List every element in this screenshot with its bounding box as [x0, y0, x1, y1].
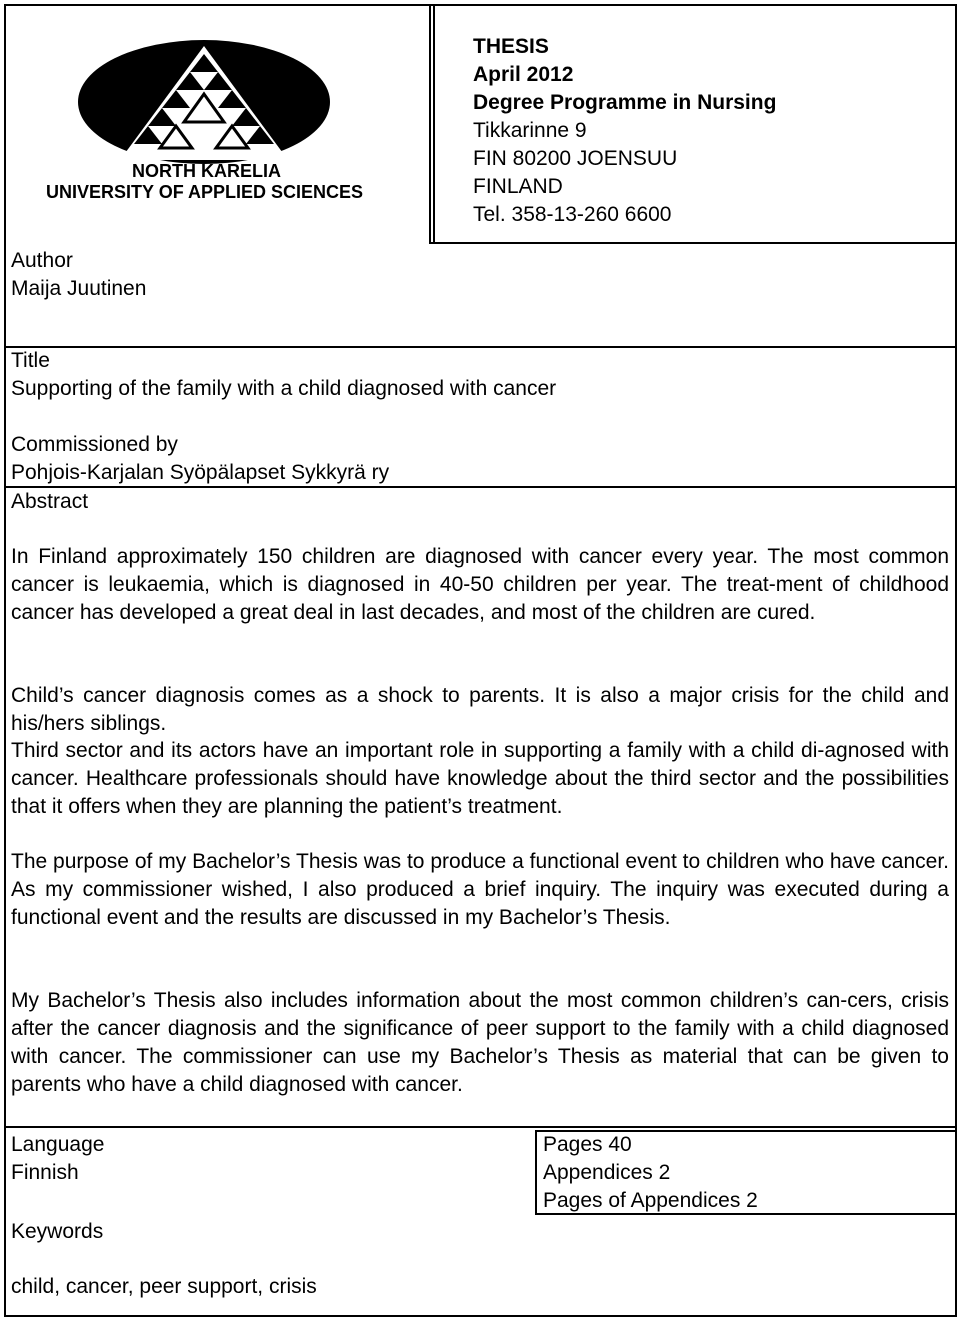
title-label: Title: [11, 349, 50, 372]
commissioner-name: Pohjois-Karjalan Syöpälapset Sykkyrä ry: [11, 461, 390, 484]
phone-number: Tel. 358-13-260 6600: [473, 203, 672, 226]
address-street: Tikkarinne 9: [473, 119, 587, 142]
keywords-value: child, cancer, peer support, crisis: [11, 1275, 317, 1298]
page-count: Pages 40: [543, 1133, 632, 1156]
header-divider-vertical: [429, 4, 431, 244]
header-divider-horizontal: [429, 242, 957, 244]
author-divider: [4, 346, 957, 348]
footer-divider: [4, 1126, 957, 1128]
author-label: Author: [11, 249, 73, 272]
appendices-count: Appendices 2: [543, 1161, 671, 1184]
logo-line-2: UNIVERSITY OF APPLIED SCIENCES: [46, 182, 364, 202]
language-value: Finnish: [11, 1161, 79, 1184]
thesis-title: Supporting of the family with a child diagnosed with cancer: [11, 377, 557, 400]
logo-emblem-icon: [46, 40, 362, 170]
author-name: Maija Juutinen: [11, 277, 147, 300]
address-postal: FIN 80200 JOENSUU: [473, 147, 678, 170]
address-country: FINLAND: [473, 175, 563, 198]
abstract-paragraph-2: Child’s cancer diagnosis comes as a shock to parents. It is also a major crisis for the child and his/hers siblings.: [11, 684, 949, 735]
keywords-label: Keywords: [11, 1220, 104, 1243]
pages-of-appendices: Pages of Appendices 2: [543, 1189, 758, 1212]
logo-line-1: NORTH KARELIA: [132, 161, 281, 181]
degree-programme: Degree Programme in Nursing: [473, 91, 777, 114]
abstract-paragraph-4: The purpose of my Bachelor’s Thesis was to produce a functional event to children who have cancer. As my commissioner wished, I also produced a brief inquiry. The inquiry was executed during a functional event and the results are discussed in my Bachelor’s Thesis.: [11, 850, 949, 929]
header-divider-vertical-inner: [433, 4, 435, 244]
footer-vertical-divider: [535, 1130, 537, 1214]
abstract-label: Abstract: [11, 490, 89, 513]
abstract-paragraph-5: My Bachelor’s Thesis also includes information about the most common children’s can-cers, crisis after the cancer diagnosis and the significance of peer support to the family with a child diagnosed with cancer. The commissioner can use my Bachelor’s Thesis as material that can be given to parents who have a child diagnosed with cancer.: [11, 989, 949, 1096]
abstract-paragraph-3: Third sector and its actors have an important role in supporting a family with a child di-agnosed with cancer. Healthcare professionals should have knowledge about the third sector and the possibilities that it offers when they are planning the patient’s treatment.: [11, 739, 949, 818]
doc-date: April 2012: [473, 63, 574, 86]
language-label: Language: [11, 1133, 105, 1156]
university-logo: [46, 40, 362, 210]
commissioned-label: Commissioned by: [11, 433, 178, 456]
doc-type: THESIS: [473, 35, 549, 58]
abstract-paragraph-1: In Finland approximately 150 children are diagnosed with cancer every year. The most common cancer is leukaemia, which is diagnosed in 40-50 children per year. The treat-ment of childhood cancer has developed a great deal in last decades, and most of the children are cured.: [11, 545, 949, 624]
